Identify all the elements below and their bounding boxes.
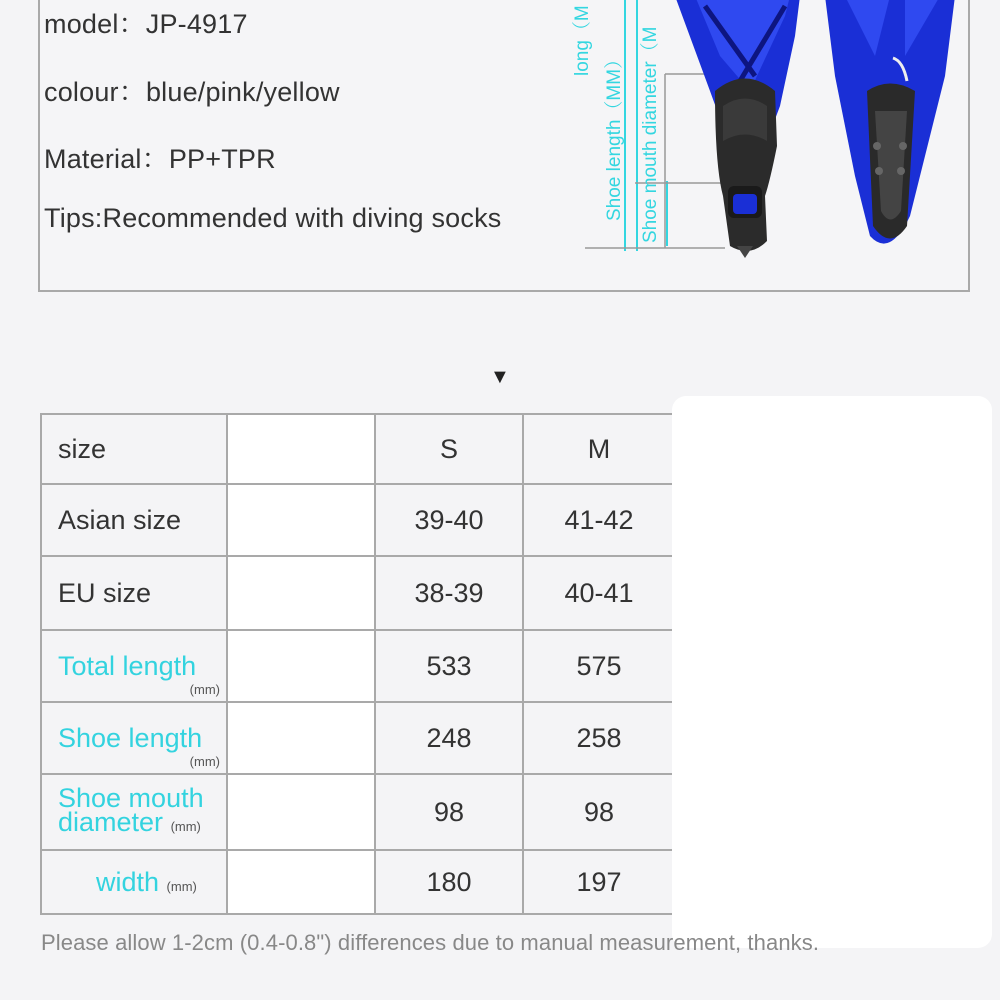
table-header-row	[41, 414, 675, 484]
size-s-header: S	[375, 414, 523, 484]
table-cell: 40-41	[523, 556, 675, 630]
table-row	[41, 556, 675, 630]
size-m-header: M	[523, 414, 675, 484]
blank-cell	[227, 484, 375, 556]
unit-label: (mm)	[189, 682, 220, 697]
table-cell: 41-42	[523, 484, 675, 556]
table-cell: 98	[523, 774, 675, 850]
long-dimension-label: long（M	[572, 5, 593, 76]
row-label: Asian size	[41, 484, 227, 556]
row-label: width	[96, 866, 160, 897]
blank-cell	[227, 850, 375, 914]
row-label-line1: Shoe mouth	[58, 782, 204, 813]
shoe-length-dimension-label: Shoe length（MM）	[604, 49, 625, 221]
row-label-total-length	[41, 630, 227, 702]
row-label: Shoe length	[58, 722, 203, 753]
unit-label: (mm)	[189, 754, 220, 769]
row-label-line2: diameter (mm)	[58, 806, 201, 837]
table-cell: 180	[375, 850, 523, 914]
blank-cell	[227, 414, 375, 484]
table-cell: 248	[375, 702, 523, 774]
row-label-width	[41, 850, 227, 914]
tips-text: Tips:Recommended with diving socks	[44, 203, 502, 233]
row-label-shoe-mouth	[41, 774, 227, 850]
table-cell: 39-40	[375, 484, 523, 556]
down-arrow-icon: ▼	[490, 366, 510, 388]
fin-diagram	[545, 0, 975, 288]
table-row	[41, 774, 675, 850]
table-row	[41, 484, 675, 556]
size-header-cell: size	[41, 414, 227, 484]
model-text: model：JP-4917	[44, 9, 248, 39]
table-row	[41, 630, 675, 702]
unit-label: (mm)	[170, 818, 201, 834]
table-row	[41, 850, 675, 914]
size-table	[40, 413, 676, 915]
blank-cell	[227, 774, 375, 850]
table-cell: 258	[523, 702, 675, 774]
blank-cell	[227, 630, 375, 702]
redacted-area	[672, 396, 992, 948]
blank-cell	[227, 702, 375, 774]
table-cell: 38-39	[375, 556, 523, 630]
row-label-shoe-length	[41, 702, 227, 774]
row-label: Total length	[58, 650, 197, 681]
table-cell: 575	[523, 630, 675, 702]
material-text: Material：PP+TPR	[44, 144, 276, 174]
unit-label: (mm)	[166, 878, 197, 894]
spec-box	[38, 0, 970, 292]
measurement-note: Please allow 1-2cm (0.4-0.8") differences due to manual measurement, thanks.	[41, 930, 820, 955]
row-label: EU size	[41, 556, 227, 630]
blank-cell	[227, 556, 375, 630]
table-cell: 197	[523, 850, 675, 914]
shoe-mouth-dimension-label: Shoe mouth diameter（M	[640, 26, 661, 243]
table-cell: 98	[375, 774, 523, 850]
table-row	[41, 702, 675, 774]
table-cell: 533	[375, 630, 523, 702]
colour-text: colour：blue/pink/yellow	[44, 77, 340, 107]
